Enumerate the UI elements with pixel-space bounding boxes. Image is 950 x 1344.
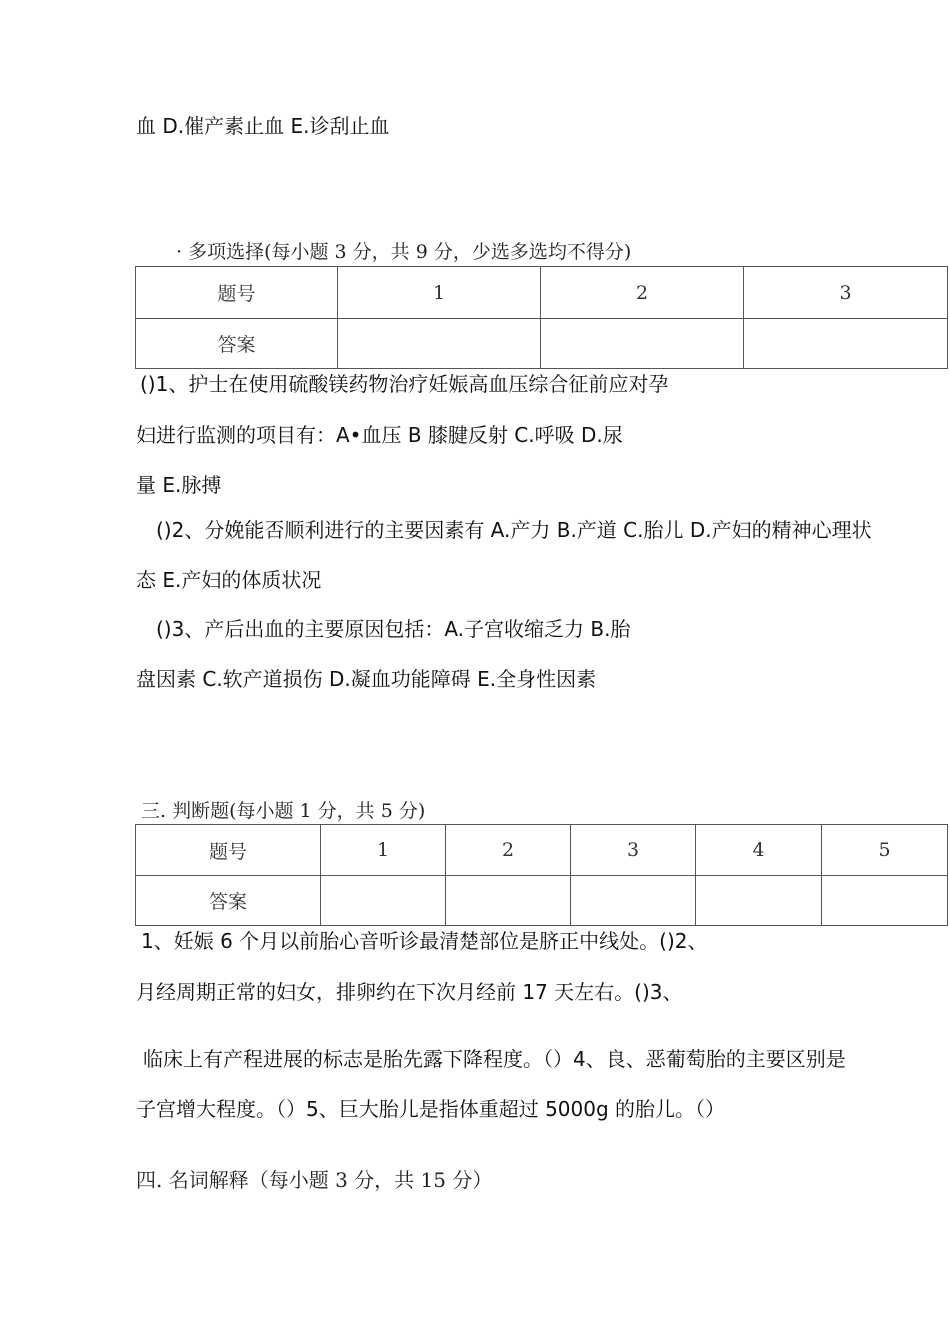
section3-answer-cell[interactable] bbox=[446, 876, 571, 926]
section3-number-row bbox=[136, 825, 948, 876]
section2-question-number: 3 bbox=[744, 267, 948, 319]
section2-answer-cell[interactable] bbox=[744, 319, 948, 369]
section3-answer-table bbox=[135, 824, 948, 926]
section2-answer-row bbox=[136, 319, 948, 369]
section3-heading: 三. 判断题(每小题 1 分，共 5 分) bbox=[141, 800, 426, 822]
section3-answer-cell[interactable] bbox=[321, 876, 446, 926]
section2-answer-table bbox=[135, 266, 948, 369]
section2-line: 盘因素 C.软产道损伤 D.凝血功能障碍 E.全身性因素 bbox=[136, 667, 597, 691]
section3-answer-cell[interactable] bbox=[571, 876, 696, 926]
section4-heading: 四. 名词解释（每小题 3 分，共 15 分） bbox=[136, 1168, 493, 1192]
section2-line: ()3、产后出血的主要原因包括：A.子宫收缩乏力 B.胎 bbox=[156, 617, 631, 641]
section2-answer-cell[interactable] bbox=[338, 319, 541, 369]
section2-number-row bbox=[136, 267, 948, 319]
section2-answer-label: 答案 bbox=[136, 319, 338, 369]
section2-line: 量 E.脉搏 bbox=[136, 473, 222, 497]
section3-answer-cell[interactable] bbox=[696, 876, 822, 926]
section3-line: 月经周期正常的妇女，排卵约在下次月经前 17 天左右。()3、 bbox=[136, 980, 683, 1004]
section3-answer-row bbox=[136, 876, 948, 926]
section2-line: ()2、分娩能否顺利进行的主要因素有 A.产力 B.产道 C.胎儿 D.产妇的精神心理状 bbox=[156, 518, 872, 542]
section2-heading: · 多项选择(每小题 3 分，共 9 分，少选多选均不得分) bbox=[176, 241, 632, 263]
section2-line: 妇进行监测的项目有：A•血压 B 膝腱反射 C.呼吸 D.尿 bbox=[136, 423, 623, 447]
top-fragment-text: 血 D.催产素止血 E.诊刮止血 bbox=[136, 114, 390, 138]
section3-header-label: 题号 bbox=[136, 825, 321, 876]
section3-answer-label: 答案 bbox=[136, 876, 321, 926]
section2-line: 态 E.产妇的体质状况 bbox=[136, 568, 322, 592]
section3-line: 临床上有产程进展的标志是胎先露下降程度。（）4、良、恶葡萄胎的主要区别是 bbox=[143, 1047, 846, 1071]
section2-answer-cell[interactable] bbox=[541, 319, 744, 369]
section2-line: ()1、护士在使用硫酸镁药物治疗妊娠高血压综合征前应对孕 bbox=[140, 372, 669, 396]
section3-question-number: 4 bbox=[696, 825, 822, 876]
section3-question-number: 1 bbox=[321, 825, 446, 876]
section2-header-label: 题号 bbox=[136, 267, 338, 319]
section3-answer-cell[interactable] bbox=[822, 876, 948, 926]
section3-line: 子宫增大程度。（）5、巨大胎儿是指体重超过 5000g 的胎儿。（） bbox=[136, 1097, 726, 1121]
section2-question-number: 2 bbox=[541, 267, 744, 319]
section3-question-number: 5 bbox=[822, 825, 948, 876]
section2-question-number: 1 bbox=[338, 267, 541, 319]
section3-line: 1、妊娠 6 个月以前胎心音听诊最清楚部位是脐正中线处。()2、 bbox=[141, 929, 708, 953]
section3-question-number: 3 bbox=[571, 825, 696, 876]
section3-question-number: 2 bbox=[446, 825, 571, 876]
